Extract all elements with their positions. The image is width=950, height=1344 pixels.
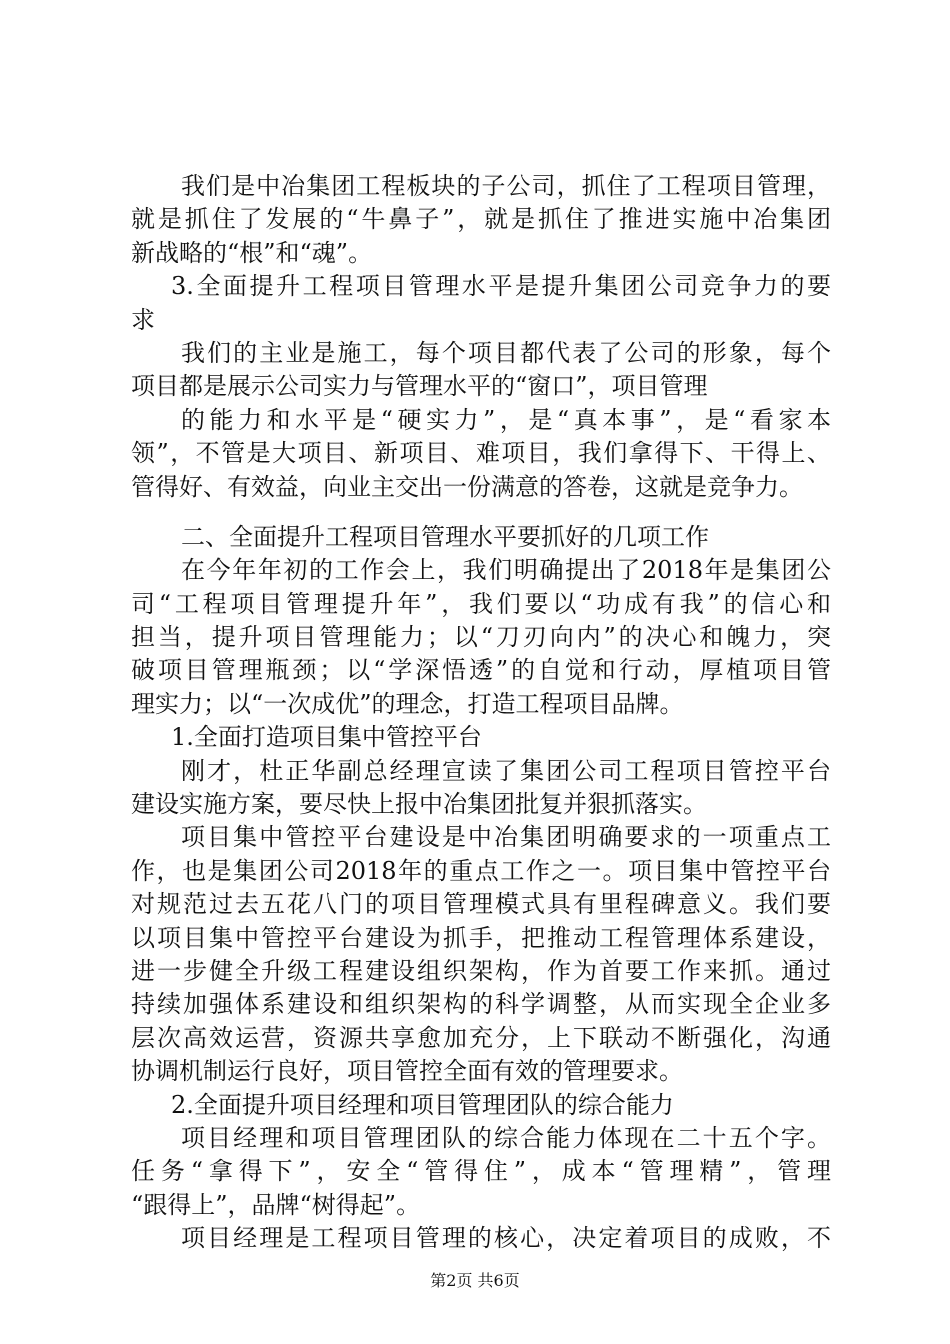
text-line: 管得好、有效益，向业主交出一份满意的答卷，这就是竞争力。 [131,472,803,501]
text-line: 破项目管理瓶颈；以“学深悟透”的自觉和行动，厚植项目管 [131,656,831,685]
section-heading: 二、全面提升工程项目管理水平要抓好的几项工作 [181,522,709,551]
text-line: 的能力和水平是“硬实力”，是“真本事”，是“看家本 [181,405,831,434]
text-line: 层次高效运营，资源共享愈加充分，上下联动不断强化，沟通 [131,1023,831,1052]
text-line: 持续加强体系建设和组织架构的科学调整，从而实现全企业多 [131,990,831,1019]
document-body [131,170,831,1256]
text-line: 求 [131,305,155,334]
text-line: 我们的主业是施工，每个项目都代表了公司的形象，每个 [181,338,831,367]
text-line: 理实力；以“一次成优”的理念，打造工程项目品牌。 [131,689,684,718]
text-line: 项目都是展示公司实力与管理水平的“窗口”，项目管理 [131,372,708,401]
text-line: 担当，提升项目管理能力；以“刀刃向内”的决心和魄力，突 [131,623,831,652]
text-line: 作，也是集团公司2018年的重点工作之一。项目集中管控平台 [131,856,831,885]
text-line: 新战略的“根”和“魂”。 [131,238,373,267]
text-line: 刚才，杜正华副总经理宣读了集团公司工程项目管控平台 [181,756,831,785]
text-line: 建设实施方案，要尽快上报中冶集团批复并狠抓落实。 [131,790,707,819]
text-line: 任务“拿得下”，安全“管得住”，成本“管理精”，管理 [131,1157,831,1186]
text-line: 就是抓住了发展的“牛鼻子”，就是抓住了推进实施中冶集团 [131,205,831,234]
paragraph-gap [131,504,831,521]
text-line: 司“工程项目管理提升年”，我们要以“功成有我”的信心和 [131,589,831,618]
page-number: 第2页 共6页 [430,1271,520,1290]
text-line: 进一步健全升级工程建设组织架构，作为首要工作来抓。通过 [131,956,831,985]
text-line: 领”，不管是大项目、新项目、难项目，我们拿得下、干得上、 [131,439,831,468]
section-heading: 1.全面打造项目集中管控平台 [171,723,482,752]
text-line: 协调机制运行良好，项目管控全面有效的管理要求。 [131,1057,683,1086]
text-line: 项目集中管控平台建设是中冶集团明确要求的一项重点工 [181,823,831,852]
text-line: 以项目集中管控平台建设为抓手，把推动工程管理体系建设， [131,923,831,952]
text-line: 项目经理是工程项目管理的核心，决定着项目的成败，不 [181,1224,831,1253]
text-line: 对规范过去五花八门的项目管理模式具有里程碑意义。我们要 [131,890,831,919]
section-heading: 2.全面提升项目经理和项目管理团队的综合能力 [171,1090,674,1119]
text-line: 项目经理和项目管理团队的综合能力体现在二十五个字。 [181,1123,831,1152]
text-line: 我们是中冶集团工程板块的子公司，抓住了工程项目管理， [181,172,831,200]
section-heading: 3.全面提升工程项目管理水平是提升集团公司竞争力的要 [171,272,831,301]
text-line: “跟得上”，品牌“树得起”。 [131,1190,421,1219]
text-line: 在今年年初的工作会上，我们明确提出了2018年是集团公 [181,556,831,585]
